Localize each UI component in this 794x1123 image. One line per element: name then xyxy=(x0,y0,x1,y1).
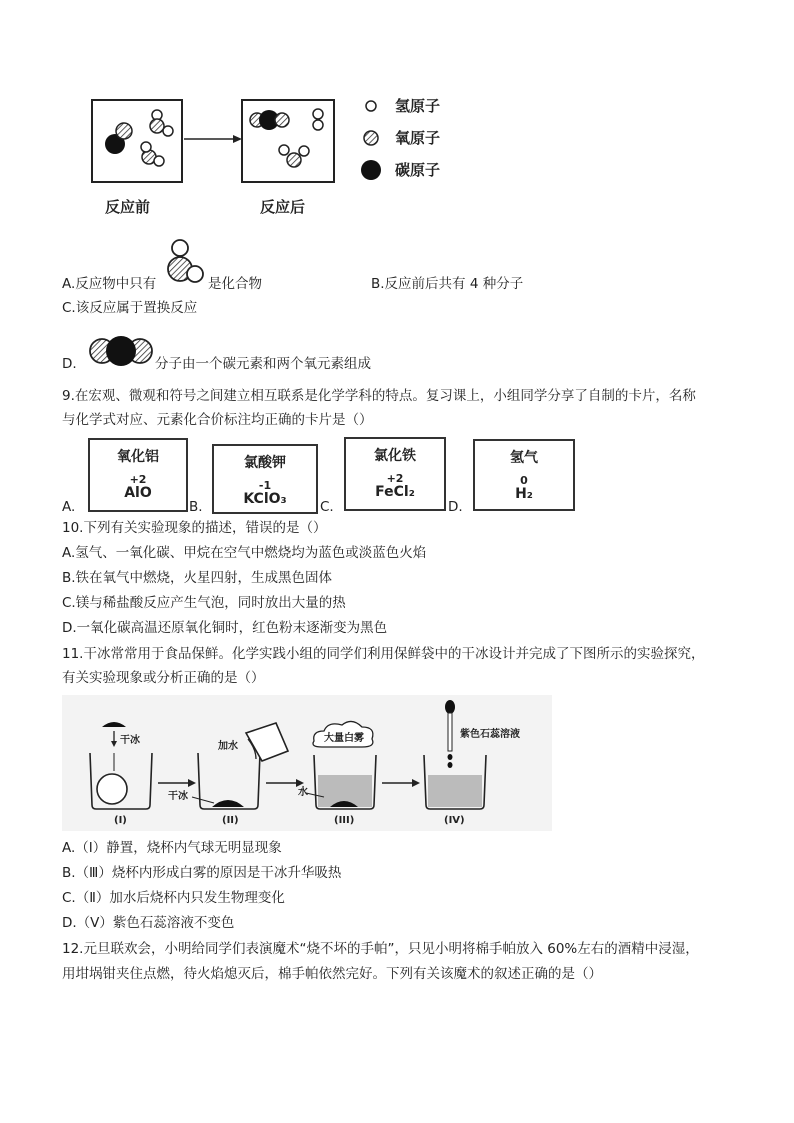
q8-option-c: C.该反应属于置换反应 xyxy=(62,300,198,316)
hydrogen-atom xyxy=(313,120,323,130)
experiment-diagram xyxy=(62,695,552,831)
stage-2-label: (II) xyxy=(222,815,239,826)
dropper-bulb xyxy=(445,700,455,714)
q8-option-b: B.反应前后共有 4 种分子 xyxy=(371,276,524,292)
legend-hydrogen: 氢原子 xyxy=(395,97,441,115)
legend-carbon: 碳原子 xyxy=(395,161,441,179)
card-valence: +2 xyxy=(386,472,404,485)
q10-option-d: D.一氧化碳高温还原氧化铜时，红色粉末逐渐变为黑色 xyxy=(62,620,388,636)
hydrogen-atom xyxy=(313,109,323,119)
q9-card-a-letter: A. xyxy=(62,499,76,515)
oxygen-atom xyxy=(116,123,132,139)
co2-molecule-icon xyxy=(88,335,154,367)
q8-option-a-prefix: A.反应物中只有 xyxy=(62,276,157,292)
q9-card-a xyxy=(88,438,188,512)
litmus-label: 紫色石蕊溶液 xyxy=(460,729,520,740)
card-valence: -1 xyxy=(258,479,272,492)
stage-3-label: (III) xyxy=(334,815,355,826)
q10-option-b: B.铁在氧气中燃烧，火星四射，生成黑色固体 xyxy=(62,570,333,586)
dry-ice-label: 干冰 xyxy=(120,735,140,746)
water-cup xyxy=(246,723,288,761)
q9-card-c xyxy=(344,437,446,511)
oxygen-atom xyxy=(150,119,164,133)
oxygen-atom-icon xyxy=(364,131,378,145)
card-name: 氯酸钾 xyxy=(244,455,286,471)
card-name: 氢气 xyxy=(510,450,538,466)
hydrogen-atom-icon xyxy=(366,101,376,111)
card-formula: FeCl₂ xyxy=(375,484,415,500)
before-label: 反应前 xyxy=(105,198,151,216)
q11-option-c: C.（Ⅱ）加水后烧杯内只发生物理变化 xyxy=(62,890,285,906)
fog-label: 大量白雾 xyxy=(324,733,364,744)
legend-oxygen: 氧原子 xyxy=(395,129,441,147)
card-formula: AlO xyxy=(124,485,152,501)
card-formula: KClO₃ xyxy=(243,491,287,507)
card-name: 氯化铁 xyxy=(374,448,416,464)
q9-stem-line2: 与化学式对应、元素化合价标注均正确的卡片是（） xyxy=(62,412,373,428)
dry-ice-label-2: 干冰 xyxy=(168,791,188,802)
q8-option-a-suffix: 是化合物 xyxy=(208,276,262,292)
q9-card-c-letter: C. xyxy=(320,499,334,515)
q11-option-d: D.（Ⅴ）紫色石蕊溶液不变色 xyxy=(62,915,235,931)
q9-card-d xyxy=(473,439,575,511)
stage-1-label: (I) xyxy=(114,815,127,826)
card-formula: H₂ xyxy=(515,486,533,502)
q9-card-b xyxy=(212,444,318,514)
q11-option-b: B.（Ⅲ）烧杯内形成白雾的原因是干冰升华吸热 xyxy=(62,865,342,881)
balloon xyxy=(97,774,127,804)
add-water-label: 加水 xyxy=(218,741,238,752)
hydrogen-atom xyxy=(163,126,173,136)
dry-ice-lump xyxy=(102,722,126,727)
dropper-tube xyxy=(448,713,452,751)
card-name: 氧化铝 xyxy=(117,449,159,465)
q12-stem-line1: 12.元旦联欢会，小明给同学们表演魔术“烧不坏的手帕”，只见小明将棉手帕放入 60%左右的酒精中浸湿， xyxy=(62,941,699,957)
hydrogen-atom xyxy=(299,146,309,156)
dry-ice-experiment-figure xyxy=(62,695,552,831)
q10-option-c: C.镁与稀盐酸反应产生气泡，同时放出大量的热 xyxy=(62,595,346,611)
card-valence: 0 xyxy=(520,474,528,487)
water-label: 水 xyxy=(298,787,308,798)
stage-4-label: (IV) xyxy=(444,815,465,826)
q10-stem: 10.下列有关实验现象的描述，错误的是（） xyxy=(62,520,327,536)
hydrogen-atom xyxy=(279,145,289,155)
q11-stem-line1: 11.干冰常常用于食品保鲜。化学实践小组的同学们利用保鲜袋中的干冰设计并完成了下图所示的实验探究， xyxy=(62,646,705,662)
q8-option-d-suffix: 分子由一个碳元素和两个氧元素组成 xyxy=(155,356,371,372)
q10-option-a: A.氢气、一氧化碳、甲烷在空气中燃烧均为蓝色或淡蓝色火焰 xyxy=(62,545,427,561)
hydrogen-atom xyxy=(154,156,164,166)
card-valence: +2 xyxy=(129,473,147,486)
oxygen-atom xyxy=(275,113,289,127)
carbon-atom-icon xyxy=(361,160,381,180)
reaction-figure xyxy=(60,90,480,225)
dry-ice-bottom xyxy=(212,800,244,807)
oxygen-atom xyxy=(287,153,301,167)
hydrogen-atom xyxy=(141,142,151,152)
water-molecule-icon xyxy=(163,238,205,286)
q11-option-a: A.（I）静置，烧杯内气球无明显现象 xyxy=(62,840,282,856)
q9-card-d-letter: D. xyxy=(448,499,463,515)
q11-stem-line2: 有关实验现象或分析正确的是（） xyxy=(62,670,265,686)
after-label: 反应后 xyxy=(260,198,306,216)
q12-stem-line2: 用坩埚钳夹住点燃，待火焰熄灭后，棉手帕依然完好。下列有关该魔术的叙述正确的是（） xyxy=(62,966,602,982)
q9-stem-line1: 9.在宏观、微观和符号之间建立相互联系是化学学科的特点。复习课上，小组同学分享了自制的卡片，名称 xyxy=(62,388,696,404)
q8-option-d-prefix: D. xyxy=(62,356,77,372)
q9-card-b-letter: B. xyxy=(189,499,203,515)
